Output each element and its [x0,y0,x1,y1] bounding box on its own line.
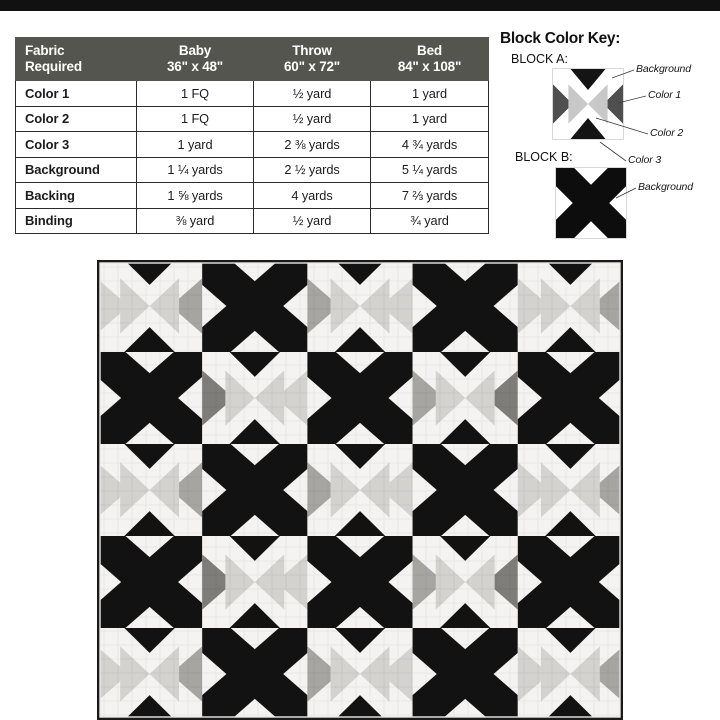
quilt-image [97,260,623,720]
block-color-key [500,30,720,260]
cell-color-2-bed: 1 yard [371,106,489,132]
row-label-backing: Backing [16,183,137,209]
column-header-line1: Throw [292,43,332,59]
column-header-line2: 60" x 72" [283,59,341,74]
finished-quilt-photo [97,260,623,720]
column-header-throw [254,38,371,81]
cell-color-1-bed: 1 yard [371,81,489,107]
key-label-color-3: Color 3 [628,154,662,166]
cell-color-1-throw: ½ yard [254,81,371,107]
table-row [16,132,489,158]
block-b-svg [556,168,626,238]
column-header-line2: 84" x 108" [397,59,462,74]
block-b-diagram [555,167,627,239]
cell-color-2-throw: ½ yard [254,106,371,132]
column-header-fabric-required [16,38,137,81]
row-label-background: Background [16,157,137,183]
column-header-baby [137,38,254,81]
block-a-diagram [552,68,624,140]
column-header-line1: Bed [417,43,442,59]
table-row [16,183,489,209]
table-header-row [16,38,489,81]
table-row [16,106,489,132]
column-header-line1: Fabric [25,43,65,59]
key-label-background-a: Background [636,63,692,75]
cell-color-3-baby: 1 yard [137,132,254,158]
cell-binding-bed: ¾ yard [371,208,489,234]
fabric-requirements-table [15,37,488,234]
cell-backing-throw: 4 yards [254,183,371,209]
leader-line-color3 [600,142,626,161]
table-row [16,208,489,234]
cell-background-baby: 1 ¼ yards [137,157,254,183]
column-header-line2: Required [25,59,82,74]
cell-backing-baby: 1 ⅝ yards [137,183,254,209]
row-label-color-2: Color 2 [16,106,137,132]
block-b-caption: BLOCK B: [515,150,573,164]
cell-color-3-bed: 4 ¾ yards [371,132,489,158]
cell-color-1-baby: 1 FQ [137,81,254,107]
cell-color-3-throw: 2 ⅜ yards [254,132,371,158]
top-black-bar [0,0,720,11]
cell-background-bed: 5 ¼ yards [371,157,489,183]
row-label-color-1: Color 1 [16,81,137,107]
quilt-svg [97,260,623,720]
column-header-bed [371,38,489,81]
block-a-svg [553,69,623,139]
block-color-key-title: Block Color Key: [500,30,621,47]
cell-backing-bed: 7 ⅔ yards [371,183,489,209]
table-row [16,81,489,107]
cell-background-throw: 2 ½ yards [254,157,371,183]
cell-color-2-baby: 1 FQ [137,106,254,132]
block-a-caption: BLOCK A: [511,52,568,66]
key-label-background-b: Background [638,181,694,193]
column-header-line2: 36" x 48" [166,59,224,74]
cell-binding-throw: ½ yard [254,208,371,234]
column-header-line1: Baby [178,43,212,59]
table-row [16,157,489,183]
row-label-color-3: Color 3 [16,132,137,158]
cell-binding-baby: ⅜ yard [137,208,254,234]
key-label-color-1: Color 1 [648,89,682,101]
key-label-color-2: Color 2 [650,127,684,139]
row-label-binding: Binding [16,208,137,234]
